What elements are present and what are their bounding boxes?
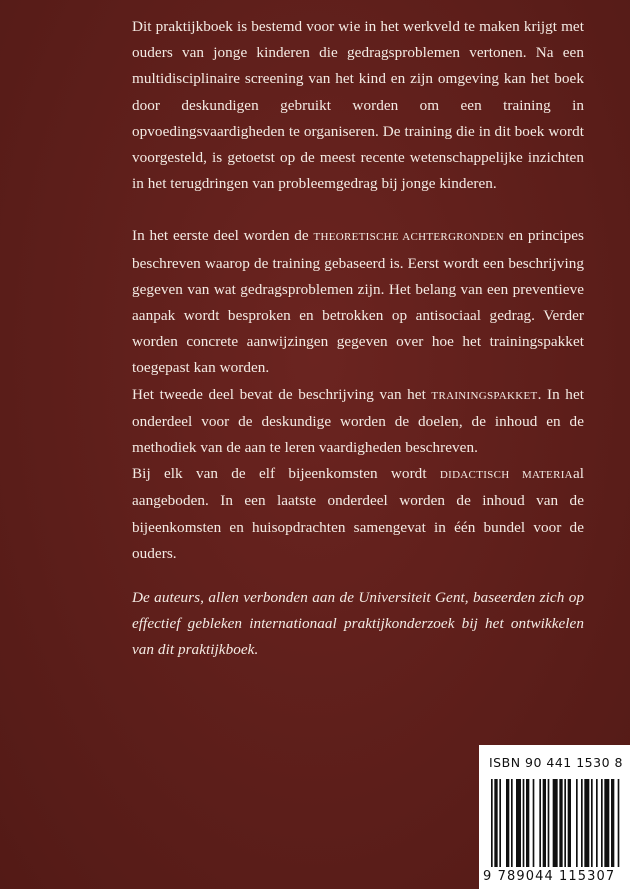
part3-text-after: al aangeboden. In een laatste onderdeel worden de inhoud van de bijeenkomsten en huisopdrachten samengevat in één bundel voor de ouders.: [132, 465, 584, 562]
part1-term: THEORETISCHE ACHTERGRONDEN: [313, 231, 504, 244]
back-cover-text: [132, 14, 584, 664]
part2-paragraph: [132, 382, 584, 462]
part2-term: TRAININGSPAKKET: [431, 389, 538, 402]
authors-paragraph: De auteurs, allen verbonden aan de Universiteit Gent, baseerden zich op effectief gebleken internationaal praktijkonderzoek bij het ontwikkelen van dit praktijkboek.: [132, 589, 584, 659]
part2-text-after: . In het onderdeel voor de deskundige worden de doelen, de inhoud en de methodiek van de aan te leren vaardigheden beschreven.: [132, 385, 585, 457]
barcode-digits: 9 789044 115307: [483, 869, 616, 884]
barcode-icon: [491, 779, 621, 867]
part3-term: DIDACTISCH MATERIA: [439, 469, 573, 482]
part2-text-before: Het tweede deel bevat de beschrijving van het: [132, 385, 432, 403]
isbn-text: ISBN 90 441 1530 8: [489, 755, 623, 770]
part1-paragraph: [132, 223, 584, 381]
part1-text-after: en principes beschreven waarop de training gebaseerd is. Eerst wordt een beschrijving gegeven van wat gedragsproblemen zijn. Het belang van een preventieve aanpak wordt besproken en betrokken op antisociaal gedrag. Verder worden concrete aanwijzingen gegeven over hoe het trainingspakket toegepast kan worden.: [132, 227, 585, 377]
part3-text-before: Bij elk van de elf bijeenkomsten wordt: [132, 465, 440, 483]
part3-paragraph: [132, 461, 584, 567]
part1-text-before: In het eerste deel worden de: [132, 227, 314, 245]
intro-paragraph: Dit praktijkboek is bestemd voor wie in het werkveld te maken krijgt met ouders van jonge kinderen die gedragsproblemen vertonen. Na een multidisciplinaire screening van het kind en zijn omgeving kan het boek door deskundigen gebruikt worden om een training in opvoedingsvaardigheden te organiseren. De training die in dit boek wordt voorgesteld, is getoetst op de meest recente wetenschappelijke inzichten in het terugdringen van probleemgedrag bij jonge kinderen.: [132, 18, 584, 193]
barcode-label: [479, 745, 630, 889]
